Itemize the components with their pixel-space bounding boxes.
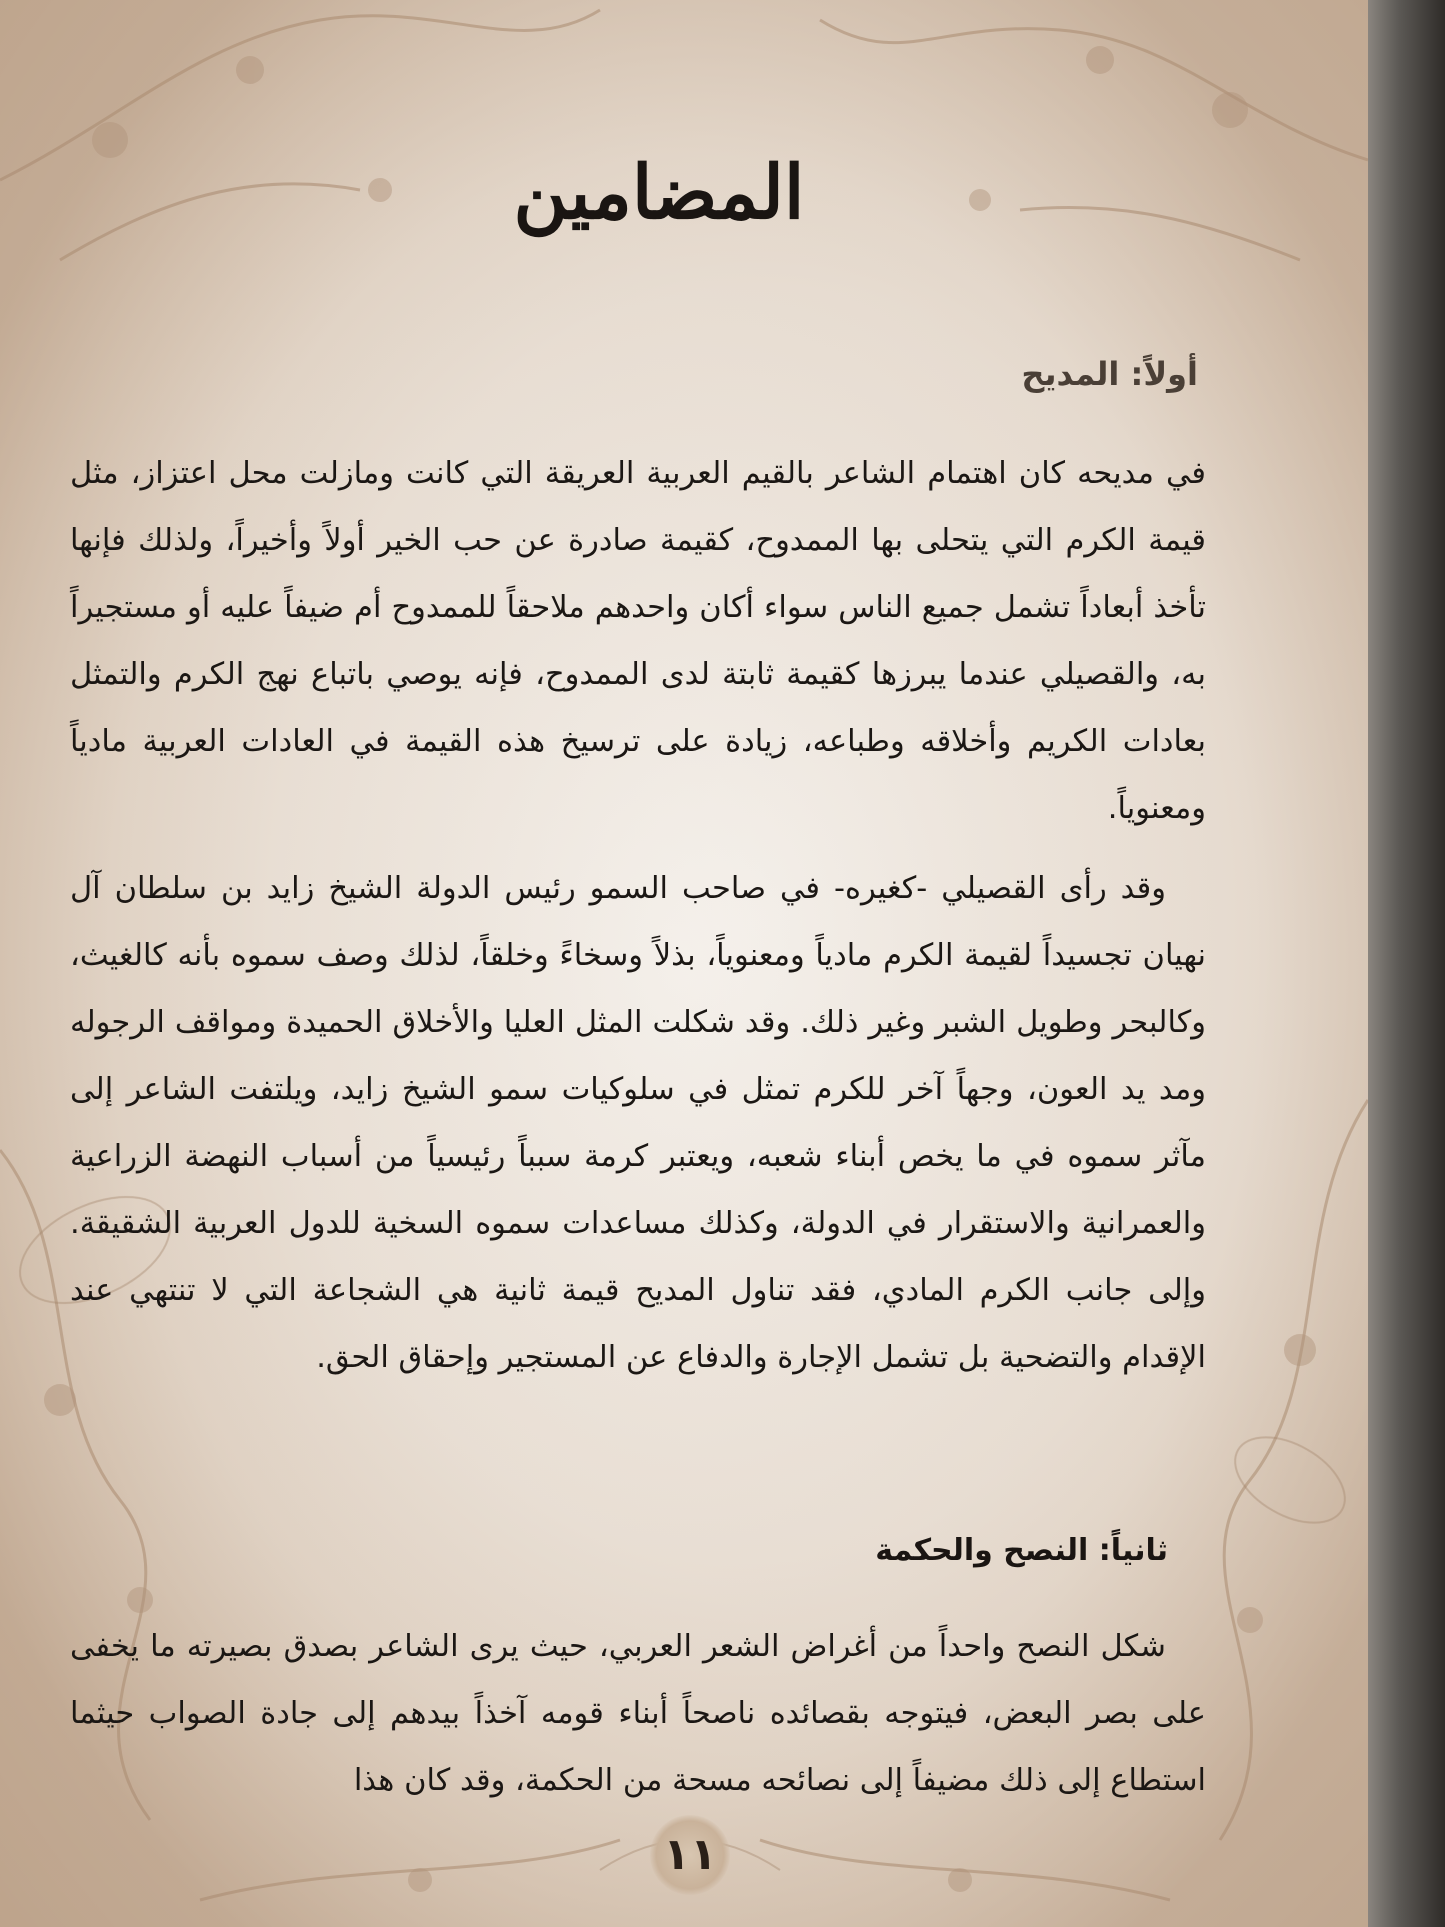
paragraph: في مديحه كان اهتمام الشاعر بالقيم العربية العريقة التي كانت ومازلت محل اعتزاز، مثل قيمة الكرم التي يتحلى بها الممدوح، كقيمة صادرة عن حب الخير أولاً وأخيراً، ولذلك فإنها تأخذ أبعاداً تشمل جميع الناس سواء أكان واحدهم ملاحقاً للممدوح أم ضيفاً عليه أو مستجيراً به، والقصيلي عندما يبرزها كقيمة ثابتة لدى الممدوح، فإنه يوصي باتباع نهج الكرم والتمثل بعادات الكريم وأخلاقه وطباعه، زيادة على ترسيخ هذه القيمة في العادات العربية مادياً ومعنوياً. bbox=[70, 456, 1206, 826]
page-content bbox=[70, 0, 1248, 1927]
section-heading-praise: أولاً: المديح bbox=[1021, 355, 1198, 393]
page-title: المضامين bbox=[513, 150, 805, 236]
paragraph: شكل النصح واحداً من أغراض الشعر العربي، حيث يرى الشاعر بصدق بصيرته ما يخفى على بصر البعض، فيتوجه بقصائده ناصحاً أبناء قومه آخذاً بيدهم إلى جادة الصواب حيثما استطاع إلى ذلك مضيفاً إلى نصائحه مسحة من الحكمة، وقد كان هذا bbox=[70, 1629, 1206, 1798]
page-number: ١١ bbox=[650, 1815, 730, 1895]
book-edge-shadow bbox=[1368, 0, 1445, 1927]
section-heading-advice: ثانياً: النصح والحكمة bbox=[875, 1533, 1168, 1568]
paragraph: وقد رأى القصيلي -كغيره- في صاحب السمو رئيس الدولة الشيخ زايد بن سلطان آل نهيان تجسيداً لقيمة الكرم مادياً ومعنوياً، بذلاً وسخاءً وخلقاً، لذلك وصف سموه بأنه كالغيث، وكالبحر وطويل الشبر وغير ذلك. وقد شكلت المثل العليا والأخلاق الحميدة ومواقف الرجوله ومد يد العون، وجهاً آخر للكرم تمثل في سلوكيات سمو الشيخ زايد، ويلتفت الشاعر إلى مآثر سموه في ما يخص أبناء شعبه، ويعتبر كرمة سبباً رئيسياً من أسباب النهضة الزراعية والعمرانية والاستقرار في الدولة، وكذلك مساعدات سموه السخية للدول العربية الشقيقة. وإلى جانب الكرم المادي، فقد تناول المديح قيمة ثانية هي الشجاعة التي لا تنتهي عند الإقدام والتضحية بل تشمل الإجارة والدفاع عن المستجير وإحقاق الحق. bbox=[70, 871, 1206, 1375]
